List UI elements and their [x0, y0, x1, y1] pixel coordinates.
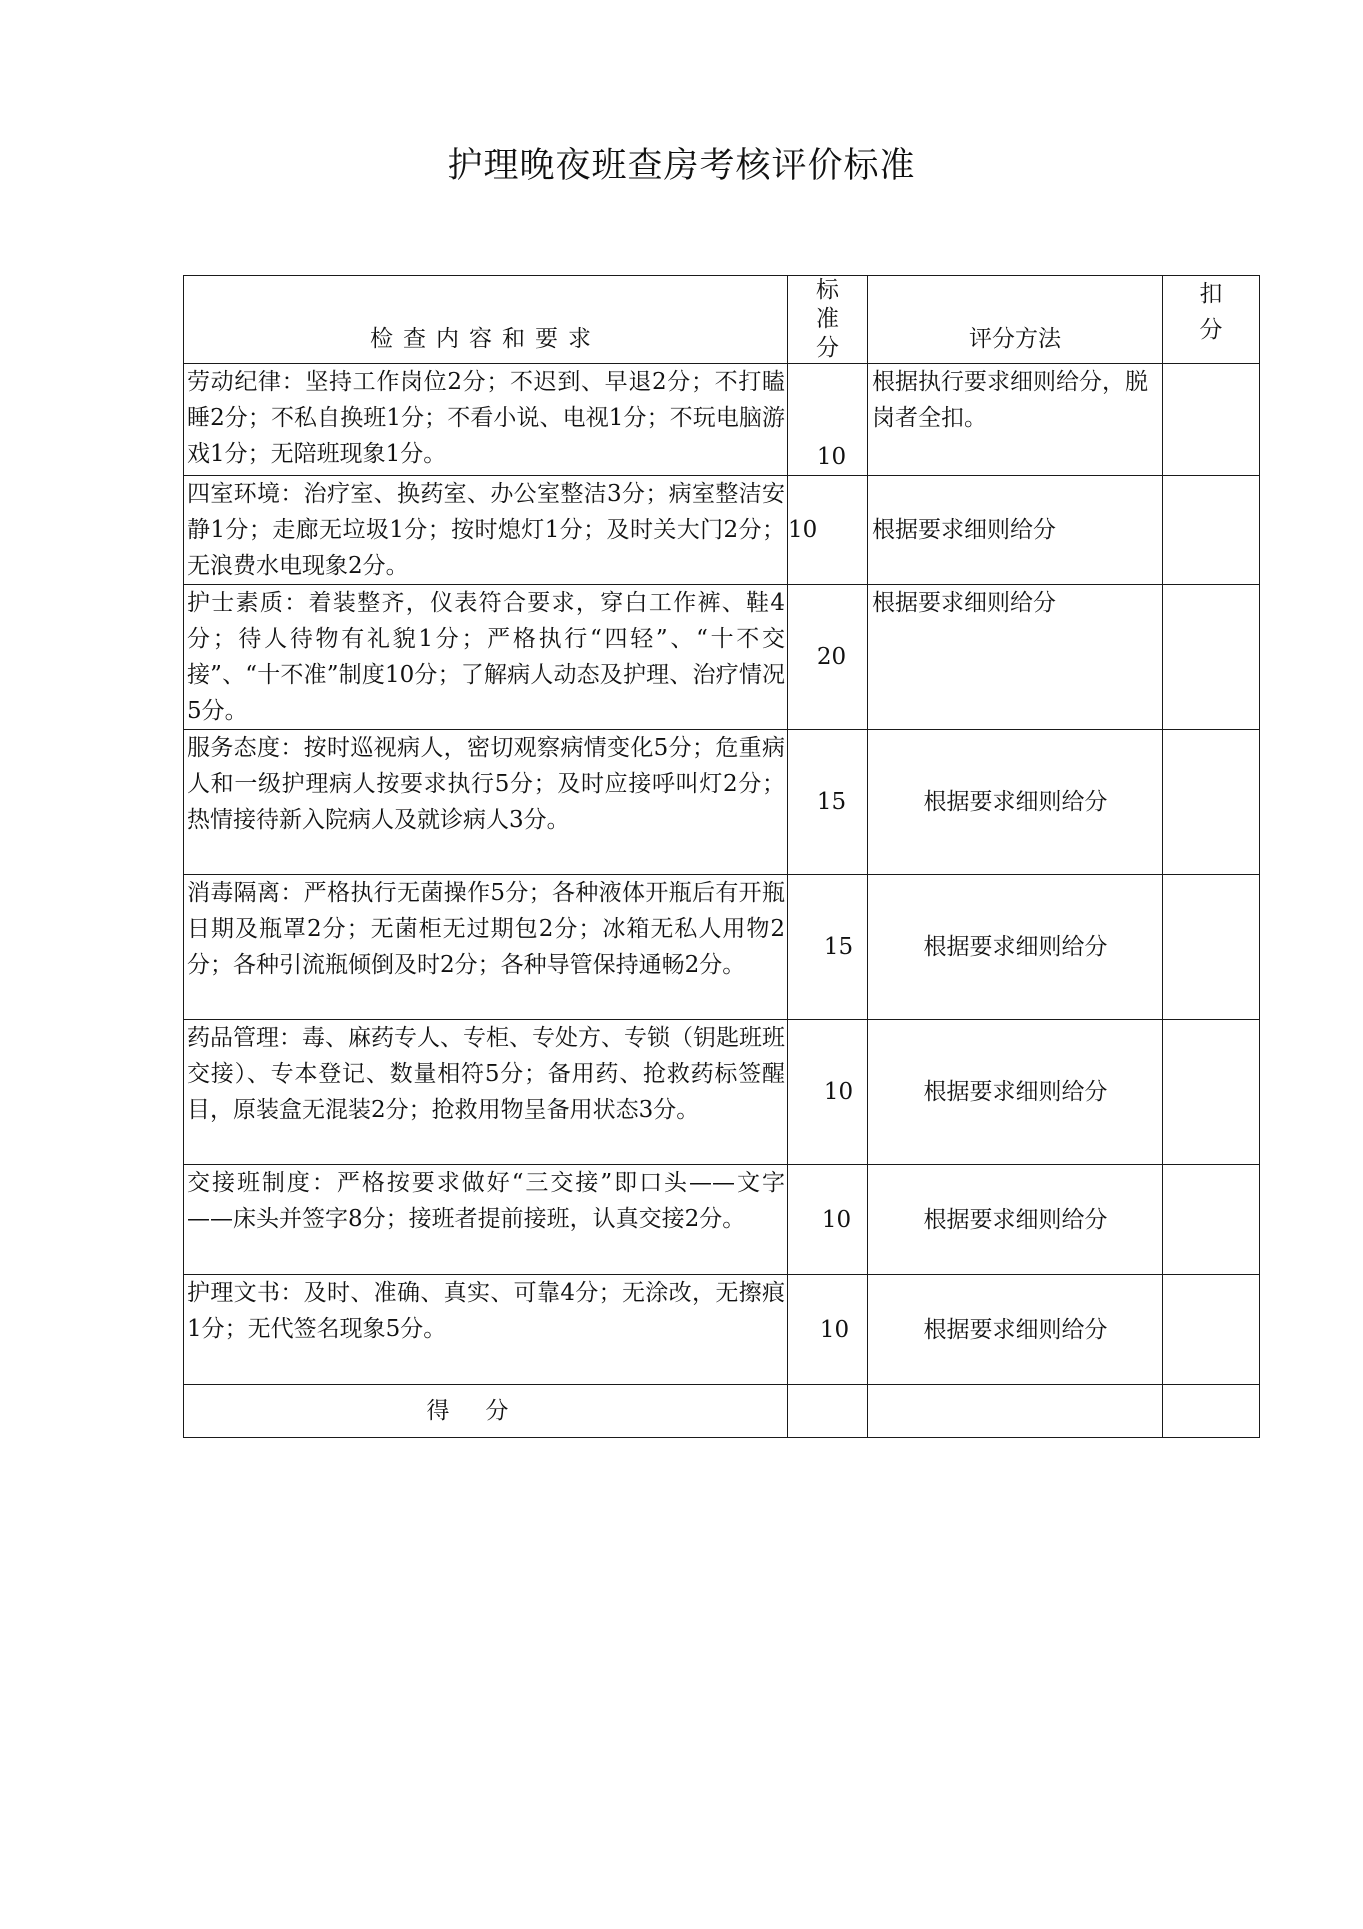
- row-deduct-cell: [1163, 364, 1260, 476]
- row-content: 护理文书：及时、准确、真实、可靠4分；无涂改，无擦痕1分；无代签名现象5分。: [184, 1275, 788, 1385]
- evaluation-table: [183, 275, 1260, 1438]
- table-row: [184, 364, 1260, 476]
- header-method: 评分方法: [868, 276, 1163, 364]
- row-deduct-cell: [1163, 1020, 1260, 1165]
- row-method: 根据要求细则给分: [868, 1275, 1163, 1385]
- row-deduct-cell: [1163, 730, 1260, 875]
- total-label: 得分: [184, 1385, 788, 1438]
- header-standard-score-char: 分: [816, 335, 839, 361]
- row-score: 10: [788, 1020, 868, 1165]
- row-deduct-cell: [1163, 476, 1260, 585]
- total-method-cell: [868, 1385, 1163, 1438]
- table-header-row: [184, 276, 1260, 364]
- header-deduct: [1163, 276, 1260, 364]
- total-row: [184, 1385, 1260, 1438]
- row-method: 根据要求细则给分: [868, 1165, 1163, 1275]
- row-method: 根据执行要求细则给分，脱岗者全扣。: [868, 364, 1163, 476]
- row-deduct-cell: [1163, 1275, 1260, 1385]
- header-standard-score: [788, 276, 868, 364]
- row-content: 劳动纪律：坚持工作岗位2分；不迟到、早退2分；不打瞌睡2分；不私自换班1分；不看小说、电视1分；不玩电脑游戏1分；无陪班现象1分。: [184, 364, 788, 476]
- row-score: 15: [788, 875, 868, 1020]
- row-content: 交接班制度：严格按要求做好“三交接”即口头——文字——床头并签字8分；接班者提前接班，认真交接2分。: [184, 1165, 788, 1275]
- table-row: [184, 1020, 1260, 1165]
- table-row: [184, 730, 1260, 875]
- row-method: 根据要求细则给分: [868, 476, 1163, 585]
- header-content: 检查内容和要求: [184, 276, 788, 364]
- row-score: 10: [788, 476, 868, 585]
- row-method: 根据要求细则给分: [868, 1020, 1163, 1165]
- row-content: 消毒隔离：严格执行无菌操作5分；各种液体开瓶后有开瓶日期及瓶罩2分；无菌柜无过期包2分；冰箱无私人用物2分；各种引流瓶倾倒及时2分；各种导管保持通畅2分。: [184, 875, 788, 1020]
- header-deduct-char: 扣: [1199, 281, 1223, 307]
- table-row: [184, 1165, 1260, 1275]
- table-row: [184, 875, 1260, 1020]
- total-deduct-cell: [1163, 1385, 1260, 1438]
- row-score: 10: [788, 364, 868, 476]
- row-content: 服务态度：按时巡视病人，密切观察病情变化5分；危重病人和一级护理病人按要求执行5分；及时应接呼叫灯2分；热情接待新入院病人及就诊病人3分。: [184, 730, 788, 875]
- header-deduct-char: 分: [1199, 317, 1223, 343]
- row-score: 20: [788, 585, 868, 730]
- row-content: 四室环境：治疗室、换药室、办公室整洁3分；病室整洁安静1分；走廊无垃圾1分；按时熄灯1分；及时关大门2分；无浪费水电现象2分。: [184, 476, 788, 585]
- row-method: 根据要求细则给分: [868, 585, 1163, 730]
- row-deduct-cell: [1163, 1165, 1260, 1275]
- header-standard-score-char: 准: [816, 306, 839, 332]
- row-score: 10: [788, 1165, 868, 1275]
- row-content: 护士素质：着装整齐，仪表符合要求，穿白工作裤、鞋4分；待人待物有礼貌1分；严格执行“四轻”、“十不交接”、“十不准”制度10分；了解病人动态及护理、治疗情况5分。: [184, 585, 788, 730]
- row-method: 根据要求细则给分: [868, 875, 1163, 1020]
- table-row: [184, 1275, 1260, 1385]
- total-score-cell: [788, 1385, 868, 1438]
- header-standard-score-char: 标: [816, 277, 839, 303]
- row-deduct-cell: [1163, 875, 1260, 1020]
- row-content: 药品管理：毒、麻药专人、专柜、专处方、专锁（钥匙班班交接）、专本登记、数量相符5分；备用药、抢救药标签醒目，原装盒无混装2分；抢救用物呈备用状态3分。: [184, 1020, 788, 1165]
- table-row: [184, 585, 1260, 730]
- row-score: 15: [788, 730, 868, 875]
- row-deduct-cell: [1163, 585, 1260, 730]
- row-method: 根据要求细则给分: [868, 730, 1163, 875]
- table-row: [184, 476, 1260, 585]
- row-score: 10: [788, 1275, 868, 1385]
- page-title: 护理晚夜班查房考核评价标准: [447, 146, 916, 186]
